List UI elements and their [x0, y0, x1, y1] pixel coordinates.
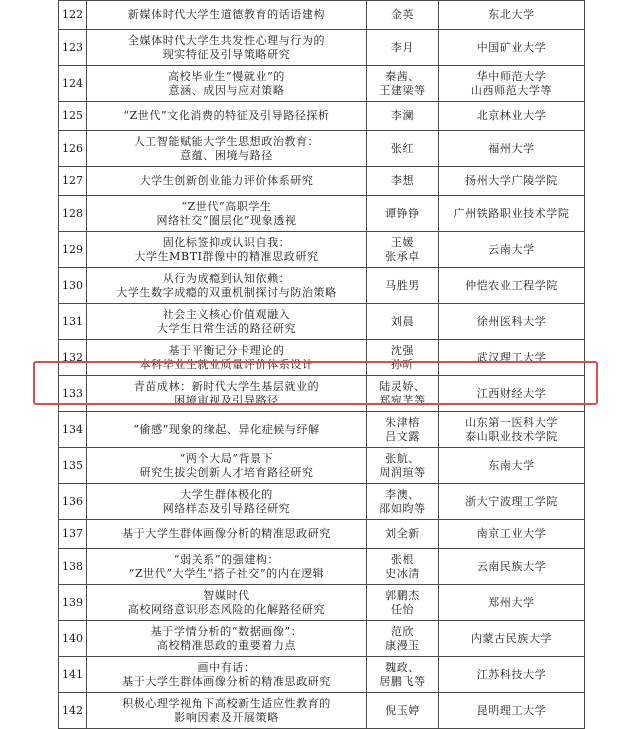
row-title — [87, 448, 367, 484]
row-authors — [367, 412, 439, 448]
table-row — [59, 30, 585, 66]
row-number: 140 — [59, 621, 87, 657]
row-unit-line: 泰山职业技术学院 — [465, 429, 558, 443]
row-unit — [439, 340, 585, 376]
row-number: 123 — [59, 30, 87, 66]
row-number: 127 — [59, 167, 87, 196]
row-authors — [367, 131, 439, 167]
row-number: 125 — [59, 102, 87, 131]
row-title-line: 意蕴、困境与路径 — [180, 148, 273, 162]
row-unit — [439, 621, 585, 657]
row-unit-line: 广州铁路职业技术学院 — [453, 206, 570, 220]
row-title-line: 影响因素及开展策略 — [174, 710, 279, 724]
row-number: 139 — [59, 585, 87, 621]
row-title — [87, 196, 367, 232]
row-unit-line: 徐州医科大学 — [476, 314, 547, 328]
row-number: 124 — [59, 66, 87, 102]
row-title — [87, 66, 367, 102]
row-unit — [439, 30, 585, 66]
row-title — [87, 268, 367, 304]
row-unit — [439, 268, 585, 304]
row-authors-line: 李澜 — [390, 109, 415, 122]
row-title-line: 困境审视及引导路径 — [174, 393, 279, 407]
table-row — [59, 102, 585, 131]
row-title — [87, 1, 367, 30]
row-title-line: 基于大学生群体画像分析的精准思政研究 — [122, 674, 331, 688]
row-title-line: 基于平衡记分卡理论的 — [168, 343, 285, 357]
row-unit — [439, 484, 585, 520]
row-title — [87, 167, 367, 196]
row-title-line: 大学生MBTI群像中的精准思政研究 — [134, 249, 319, 263]
row-title — [87, 585, 367, 621]
row-title-line: 画中有话： — [197, 660, 256, 674]
row-title-line: “Z世代”文化消费的特征及引导路径探析 — [123, 109, 330, 122]
row-authors — [367, 693, 439, 729]
row-number: 134 — [59, 412, 87, 448]
row-authors-line: 郭鹏杰 — [385, 588, 420, 602]
row-authors — [367, 232, 439, 268]
row-unit-line: 江西财经大学 — [476, 386, 547, 400]
row-number: 142 — [59, 693, 87, 729]
row-authors-line: 任怡 — [390, 602, 415, 616]
row-number: 135 — [59, 448, 87, 484]
row-unit — [439, 167, 585, 196]
row-authors-line: 张根 — [390, 552, 415, 566]
row-title-line: 基于大学生群体画像分析的精准思政研究 — [122, 527, 331, 540]
table-row — [59, 657, 585, 693]
row-authors-line: 倪玉婷 — [385, 703, 420, 717]
row-authors — [367, 340, 439, 376]
table-row — [59, 1, 585, 30]
row-unit — [439, 549, 585, 585]
row-title-line: 网络社交“圈层化”现象透视 — [156, 213, 297, 227]
row-title-line: 大学生创新创业能力评价体系研究 — [139, 174, 314, 187]
row-title-line: 高校网络意识形态风险的化解路径研究 — [127, 602, 326, 616]
table-row — [59, 520, 585, 549]
row-title — [87, 131, 367, 167]
row-title — [87, 549, 367, 585]
row-title-line: 从行为成瘾到认知依赖： — [162, 271, 291, 285]
row-authors-line: 范欣 — [390, 624, 415, 638]
row-unit — [439, 376, 585, 412]
row-unit — [439, 304, 585, 340]
row-authors-line: 朱津榕 — [385, 415, 420, 429]
row-number: 131 — [59, 304, 87, 340]
row-number: 132 — [59, 340, 87, 376]
row-authors-line: 邵如昀等 — [379, 501, 426, 515]
row-title-line: 大学生日常生活的路径研究 — [156, 321, 297, 335]
table-row — [59, 232, 585, 268]
row-unit-line: 福州大学 — [488, 141, 535, 155]
award-list-body — [59, 1, 585, 729]
row-unit-line: 南京工业大学 — [476, 527, 547, 540]
row-unit-line: 云南大学 — [488, 242, 535, 256]
row-number: 138 — [59, 549, 87, 585]
row-number: 130 — [59, 268, 87, 304]
row-authors — [367, 549, 439, 585]
row-authors — [367, 585, 439, 621]
row-title — [87, 621, 367, 657]
table-row — [59, 376, 585, 412]
table-row — [59, 484, 585, 520]
row-title — [87, 520, 367, 549]
row-title-line: “两个大局”背景下 — [179, 451, 274, 465]
row-number: 122 — [59, 1, 87, 30]
row-authors — [367, 30, 439, 66]
row-authors-line: 沈强 — [390, 343, 415, 357]
row-title-line: 智媒时代 — [203, 588, 250, 602]
row-authors-line: 刘晨 — [390, 314, 415, 328]
row-authors — [367, 66, 439, 102]
table-row — [59, 167, 585, 196]
row-title — [87, 102, 367, 131]
row-unit — [439, 131, 585, 167]
row-authors — [367, 102, 439, 131]
row-authors-line: 张承卓 — [385, 249, 420, 263]
row-title-line: 基于学情分析的“数据画像”： — [150, 624, 303, 638]
row-authors — [367, 1, 439, 30]
row-authors — [367, 621, 439, 657]
row-authors — [367, 484, 439, 520]
row-authors-line: 史冰清 — [385, 566, 420, 580]
row-title-line: 本科毕业生就业质量评价体系设计 — [139, 357, 314, 371]
row-unit-line: 北京林业大学 — [476, 109, 547, 122]
table-row — [59, 304, 585, 340]
table-row — [59, 196, 585, 232]
row-authors-line: 马胜男 — [385, 278, 420, 292]
row-number: 129 — [59, 232, 87, 268]
row-title-line: 大学生群体极化的 — [180, 487, 273, 501]
row-unit — [439, 448, 585, 484]
row-authors-line: 郑宛芊等 — [379, 393, 426, 407]
row-title — [87, 693, 367, 729]
row-authors-line: 张航、 — [385, 451, 420, 465]
row-unit — [439, 66, 585, 102]
row-authors-line: 王建梁等 — [379, 83, 426, 97]
row-unit — [439, 196, 585, 232]
row-authors-line: 谭铮铮 — [385, 206, 420, 220]
row-authors — [367, 520, 439, 549]
row-title-line: 社会主义核心价值观融入 — [162, 307, 291, 321]
table-row — [59, 549, 585, 585]
row-authors-line: 居鹏飞等 — [379, 674, 426, 688]
award-list-table — [58, 0, 585, 729]
table-row — [59, 448, 585, 484]
row-unit — [439, 412, 585, 448]
row-title-line: 积极心理学视角下高校新生适应性教育的 — [122, 696, 331, 710]
row-authors-line: 李月 — [390, 40, 415, 54]
row-unit-line: 江苏科技大学 — [476, 667, 547, 681]
row-number: 137 — [59, 520, 87, 549]
row-number: 128 — [59, 196, 87, 232]
row-title-line: “弱关系”的强建构： — [173, 552, 280, 566]
row-title-line: “Z世代”高职学生 — [181, 199, 272, 213]
row-title — [87, 484, 367, 520]
row-authors-line: 秦茜、 — [385, 69, 420, 83]
row-title-line: 高校毕业生“慢就业”的 — [168, 69, 285, 83]
row-unit — [439, 657, 585, 693]
row-authors-line: 金英 — [390, 8, 415, 21]
row-unit-line: 仲恺农业工程学院 — [465, 278, 558, 292]
row-unit — [439, 520, 585, 549]
row-title-line: 现实特征及引导策略研究 — [162, 47, 291, 61]
row-authors — [367, 304, 439, 340]
row-authors — [367, 657, 439, 693]
row-authors-line: 刘全新 — [385, 527, 420, 540]
row-unit-line: 山西师范大学等 — [470, 83, 553, 97]
row-authors-line: 陆灵娇、 — [379, 379, 426, 393]
row-number: 136 — [59, 484, 87, 520]
row-unit-line: 扬州大学广陵学院 — [465, 174, 558, 187]
row-authors — [367, 376, 439, 412]
row-authors-line: 李澳、 — [385, 487, 420, 501]
row-title — [87, 412, 367, 448]
row-unit — [439, 1, 585, 30]
table-row — [59, 693, 585, 729]
row-unit-line: 东北大学 — [488, 8, 535, 21]
row-title-line: 青苗成林：新时代大学生基层就业的 — [133, 379, 320, 393]
table-row — [59, 66, 585, 102]
row-title-line: 固化标签抑或认识自我： — [162, 235, 291, 249]
row-unit — [439, 693, 585, 729]
row-unit-line: 云南民族大学 — [476, 559, 547, 573]
table-row — [59, 268, 585, 304]
row-title-line: 大学生数字成瘾的双重机制探讨与防治策略 — [116, 285, 337, 299]
row-authors — [367, 268, 439, 304]
row-authors-line: 康漫玉 — [385, 638, 420, 652]
table-row — [59, 412, 585, 448]
row-title — [87, 232, 367, 268]
row-unit — [439, 102, 585, 131]
row-number: 141 — [59, 657, 87, 693]
row-title-line: 意涵、成因与应对策略 — [168, 83, 285, 97]
row-authors-line: 张红 — [390, 141, 415, 155]
row-title — [87, 30, 367, 66]
row-title — [87, 304, 367, 340]
row-authors-line: 吕文露 — [385, 429, 420, 443]
table-row — [59, 340, 585, 376]
row-authors — [367, 196, 439, 232]
row-unit-line: 内蒙古民族大学 — [470, 631, 553, 645]
row-authors — [367, 448, 439, 484]
row-title — [87, 340, 367, 376]
row-title — [87, 657, 367, 693]
row-unit-line: 郑州大学 — [488, 595, 535, 609]
row-number: 126 — [59, 131, 87, 167]
row-authors-line: 王媛 — [390, 235, 415, 249]
row-title-line: 新媒体时代大学生道德教育的话语建构 — [127, 8, 326, 21]
row-unit — [439, 585, 585, 621]
row-title-line: 人工智能赋能大学生思想政治教育： — [133, 134, 320, 148]
row-unit-line: 昆明理工大学 — [476, 703, 547, 717]
table-row — [59, 621, 585, 657]
row-unit-line: 山东第一医科大学 — [465, 415, 558, 429]
row-unit-line: 东南大学 — [488, 458, 535, 472]
row-authors-line: 李想 — [390, 174, 415, 187]
row-unit — [439, 232, 585, 268]
row-title-line: “偷感”现象的缘起、异化症候与纾解 — [133, 422, 320, 436]
row-title-line: “Z世代”大学生“搭子社交”的内在逻辑 — [128, 566, 325, 580]
row-unit-line: 中国矿业大学 — [476, 40, 547, 54]
row-authors-line: 周润瑄等 — [379, 465, 426, 479]
row-authors-line: 魏政、 — [385, 660, 420, 674]
row-title-line: 全媒体时代大学生共发性心理与行为的 — [127, 33, 326, 47]
row-authors-line: 孙昕 — [390, 357, 415, 371]
row-authors — [367, 167, 439, 196]
row-unit-line: 武汉理工大学 — [476, 350, 547, 364]
row-number: 133 — [59, 376, 87, 412]
row-title — [87, 376, 367, 412]
row-title-line: 高校精准思政的重要着力点 — [156, 638, 297, 652]
row-unit-line: 华中师范大学 — [476, 69, 547, 83]
row-title-line: 网络样态及引导路径研究 — [162, 501, 291, 515]
row-title-line: 研究生拔尖创新人才培育路径研究 — [139, 465, 314, 479]
table-row — [59, 131, 585, 167]
row-unit-line: 浙大宁波理工学院 — [465, 494, 558, 508]
table-row — [59, 585, 585, 621]
